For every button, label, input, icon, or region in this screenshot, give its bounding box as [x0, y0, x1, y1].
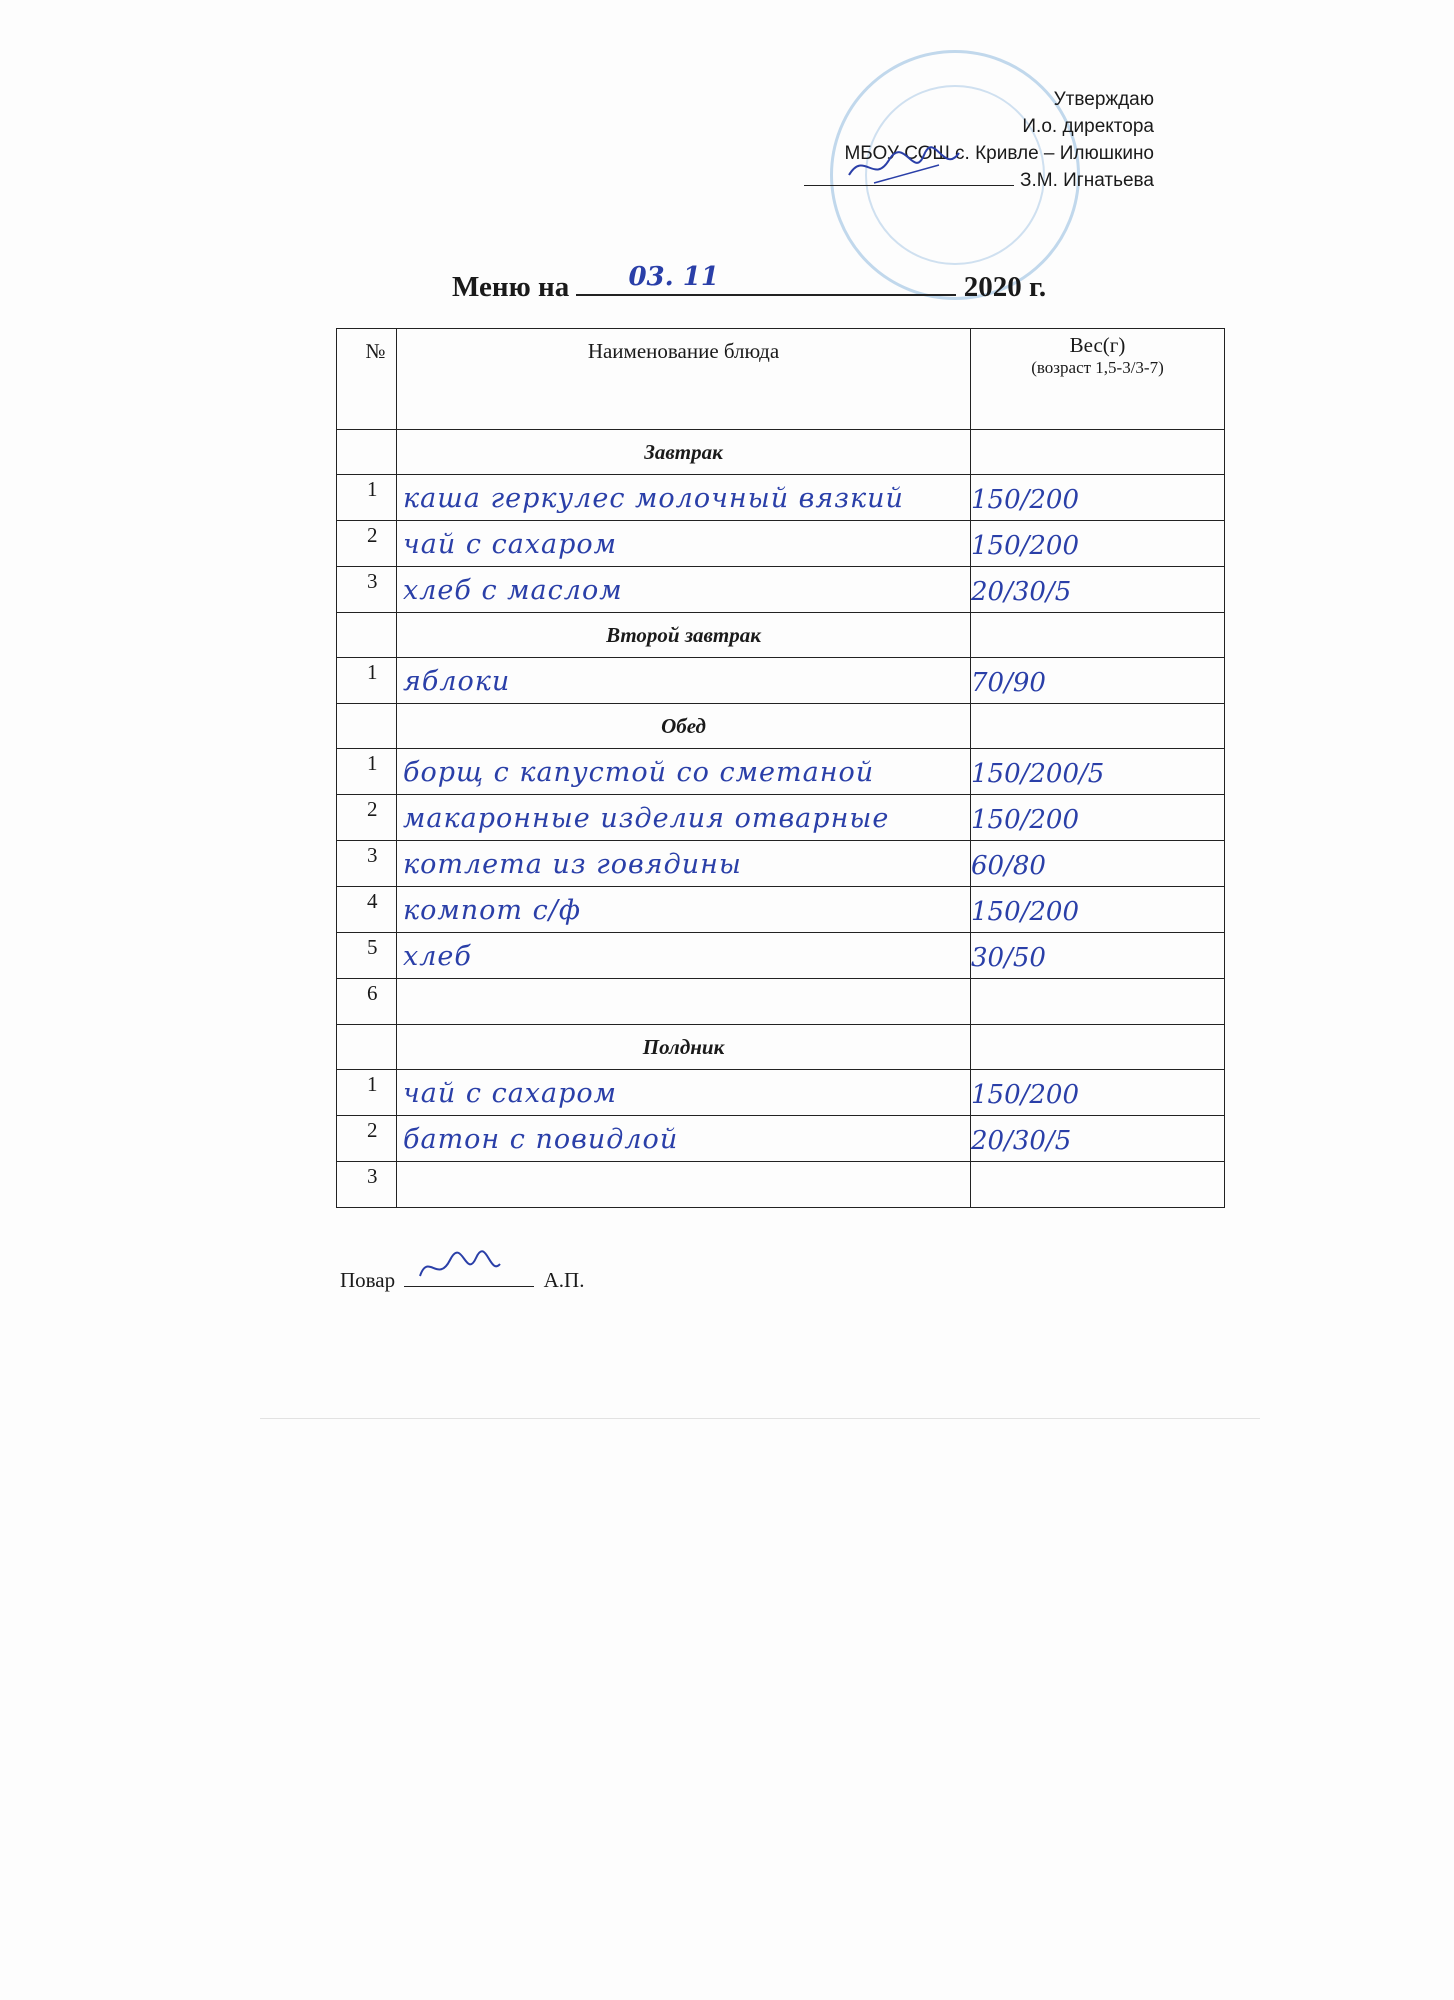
item-num: 3 — [337, 841, 397, 887]
header-weight-sub: (возраст 1,5-3/3-7) — [1031, 358, 1164, 377]
menu-item-row — [337, 1162, 1225, 1208]
item-name-cell — [397, 795, 971, 841]
table-header-row — [337, 329, 1225, 430]
menu-table — [336, 328, 1225, 1208]
item-name: компот с/ф — [403, 895, 581, 926]
item-name-cell — [397, 567, 971, 613]
menu-item-row — [337, 658, 1225, 704]
item-weight-cell — [971, 979, 1225, 1025]
section-title: Полдник — [397, 1025, 971, 1070]
header-name — [397, 329, 971, 430]
cook-role: Повар — [340, 1268, 396, 1292]
item-name: чай с сахаром — [403, 529, 618, 560]
item-weight-cell — [971, 841, 1225, 887]
item-num: 2 — [337, 521, 397, 567]
item-name: макаронные изделия отварные — [403, 803, 890, 834]
item-weight-cell — [971, 475, 1225, 521]
menu-item-row — [337, 567, 1225, 613]
item-weight-cell — [971, 658, 1225, 704]
item-weight-cell — [971, 795, 1225, 841]
menu-item-row — [337, 521, 1225, 567]
item-name: каша геркулес молочный вязкий — [403, 483, 904, 514]
item-weight-cell — [971, 1116, 1225, 1162]
item-name-cell — [397, 1070, 971, 1116]
section-weight-cell — [971, 430, 1225, 475]
title-year: 2020 г. — [963, 271, 1047, 303]
item-num: 2 — [337, 1116, 397, 1162]
item-name: яблоки — [403, 666, 511, 697]
item-name: хлеб — [403, 941, 472, 972]
section-row — [337, 613, 1225, 658]
section-weight-cell — [971, 1025, 1225, 1070]
section-row — [337, 430, 1225, 475]
item-num: 5 — [337, 933, 397, 979]
item-num: 2 — [337, 795, 397, 841]
header-weight — [971, 329, 1225, 430]
item-name-cell — [397, 475, 971, 521]
director-name: З.М. Игнатьева — [1020, 170, 1154, 191]
item-weight: 150/200/5 — [971, 759, 1105, 789]
item-weight-cell — [971, 567, 1225, 613]
menu-item-row — [337, 933, 1225, 979]
item-weight-cell — [971, 749, 1225, 795]
section-num-cell — [337, 613, 397, 658]
cook-signature-line — [340, 1268, 584, 1293]
approval-block — [804, 86, 1154, 194]
item-weight — [971, 979, 1224, 989]
item-name — [397, 979, 970, 987]
section-title: Обед — [397, 704, 971, 749]
item-num: 1 — [337, 475, 397, 521]
item-name — [397, 1162, 970, 1170]
item-name-cell — [397, 933, 971, 979]
section-row — [337, 1025, 1225, 1070]
item-weight: 30/50 — [971, 943, 1046, 973]
item-weight: 20/30/5 — [971, 1126, 1072, 1156]
item-name: котлета из говядины — [403, 849, 742, 880]
item-weight-cell — [971, 521, 1225, 567]
item-name: чай с сахаром — [403, 1078, 618, 1109]
item-weight: 70/90 — [971, 668, 1046, 698]
item-name-cell — [397, 979, 971, 1025]
item-name-cell — [397, 1162, 971, 1208]
title-prefix: Меню на — [452, 271, 570, 303]
menu-item-row — [337, 841, 1225, 887]
cook-signature — [404, 1268, 534, 1287]
section-title: Завтрак — [397, 430, 971, 475]
item-weight: 150/200 — [971, 485, 1080, 515]
item-weight-cell — [971, 1070, 1225, 1116]
menu-item-row — [337, 1070, 1225, 1116]
item-weight: 150/200 — [971, 805, 1080, 835]
item-weight: 60/80 — [971, 851, 1046, 881]
item-num: 1 — [337, 1070, 397, 1116]
approval-line: И.о. директора — [1022, 116, 1154, 137]
item-name-cell — [397, 521, 971, 567]
handwritten-date: 03. 11 — [628, 262, 719, 292]
item-name-cell — [397, 841, 971, 887]
item-name-cell — [397, 887, 971, 933]
item-num: 6 — [337, 979, 397, 1025]
header-num: № — [337, 329, 397, 430]
menu-item-row — [337, 749, 1225, 795]
item-weight: 150/200 — [971, 531, 1080, 561]
menu-item-row — [337, 887, 1225, 933]
menu-item-row — [337, 979, 1225, 1025]
approval-line: Утверждаю — [1053, 89, 1154, 110]
item-name-cell — [397, 658, 971, 704]
item-weight-cell — [971, 1162, 1225, 1208]
item-weight-cell — [971, 933, 1225, 979]
item-num: 4 — [337, 887, 397, 933]
approval-line — [804, 167, 1154, 194]
item-name: хлеб с маслом — [403, 575, 623, 606]
item-weight: 150/200 — [971, 897, 1080, 927]
header-weight-text: Вес(г) — [1069, 333, 1126, 357]
item-name-cell — [397, 1116, 971, 1162]
menu-item-row — [337, 795, 1225, 841]
item-name: борщ с капустой со сметаной — [403, 757, 875, 788]
approval-line: МБОУ СОШ с. Кривле – Илюшкино — [844, 143, 1154, 164]
header-name-text: Наименование блюда — [587, 339, 780, 363]
item-num: 1 — [337, 749, 397, 795]
section-num-cell — [337, 704, 397, 749]
item-num: 1 — [337, 658, 397, 704]
director-signature — [804, 167, 1014, 186]
section-title: Второй завтрак — [397, 613, 971, 658]
item-num: 3 — [337, 567, 397, 613]
menu-item-row — [337, 1116, 1225, 1162]
page-title — [452, 262, 1047, 304]
date-field — [576, 262, 956, 296]
section-num-cell — [337, 1025, 397, 1070]
section-row — [337, 704, 1225, 749]
item-num: 3 — [337, 1162, 397, 1208]
item-weight: 20/30/5 — [971, 577, 1072, 607]
item-weight-cell — [971, 887, 1225, 933]
menu-item-row — [337, 475, 1225, 521]
page-divider — [260, 1418, 1260, 1419]
section-weight-cell — [971, 704, 1225, 749]
item-name: батон с повидлой — [403, 1124, 679, 1155]
item-name-cell — [397, 749, 971, 795]
section-num-cell — [337, 430, 397, 475]
item-weight: 150/200 — [971, 1080, 1080, 1110]
section-weight-cell — [971, 613, 1225, 658]
cook-name: А.П. — [543, 1268, 585, 1292]
item-weight — [971, 1162, 1224, 1172]
